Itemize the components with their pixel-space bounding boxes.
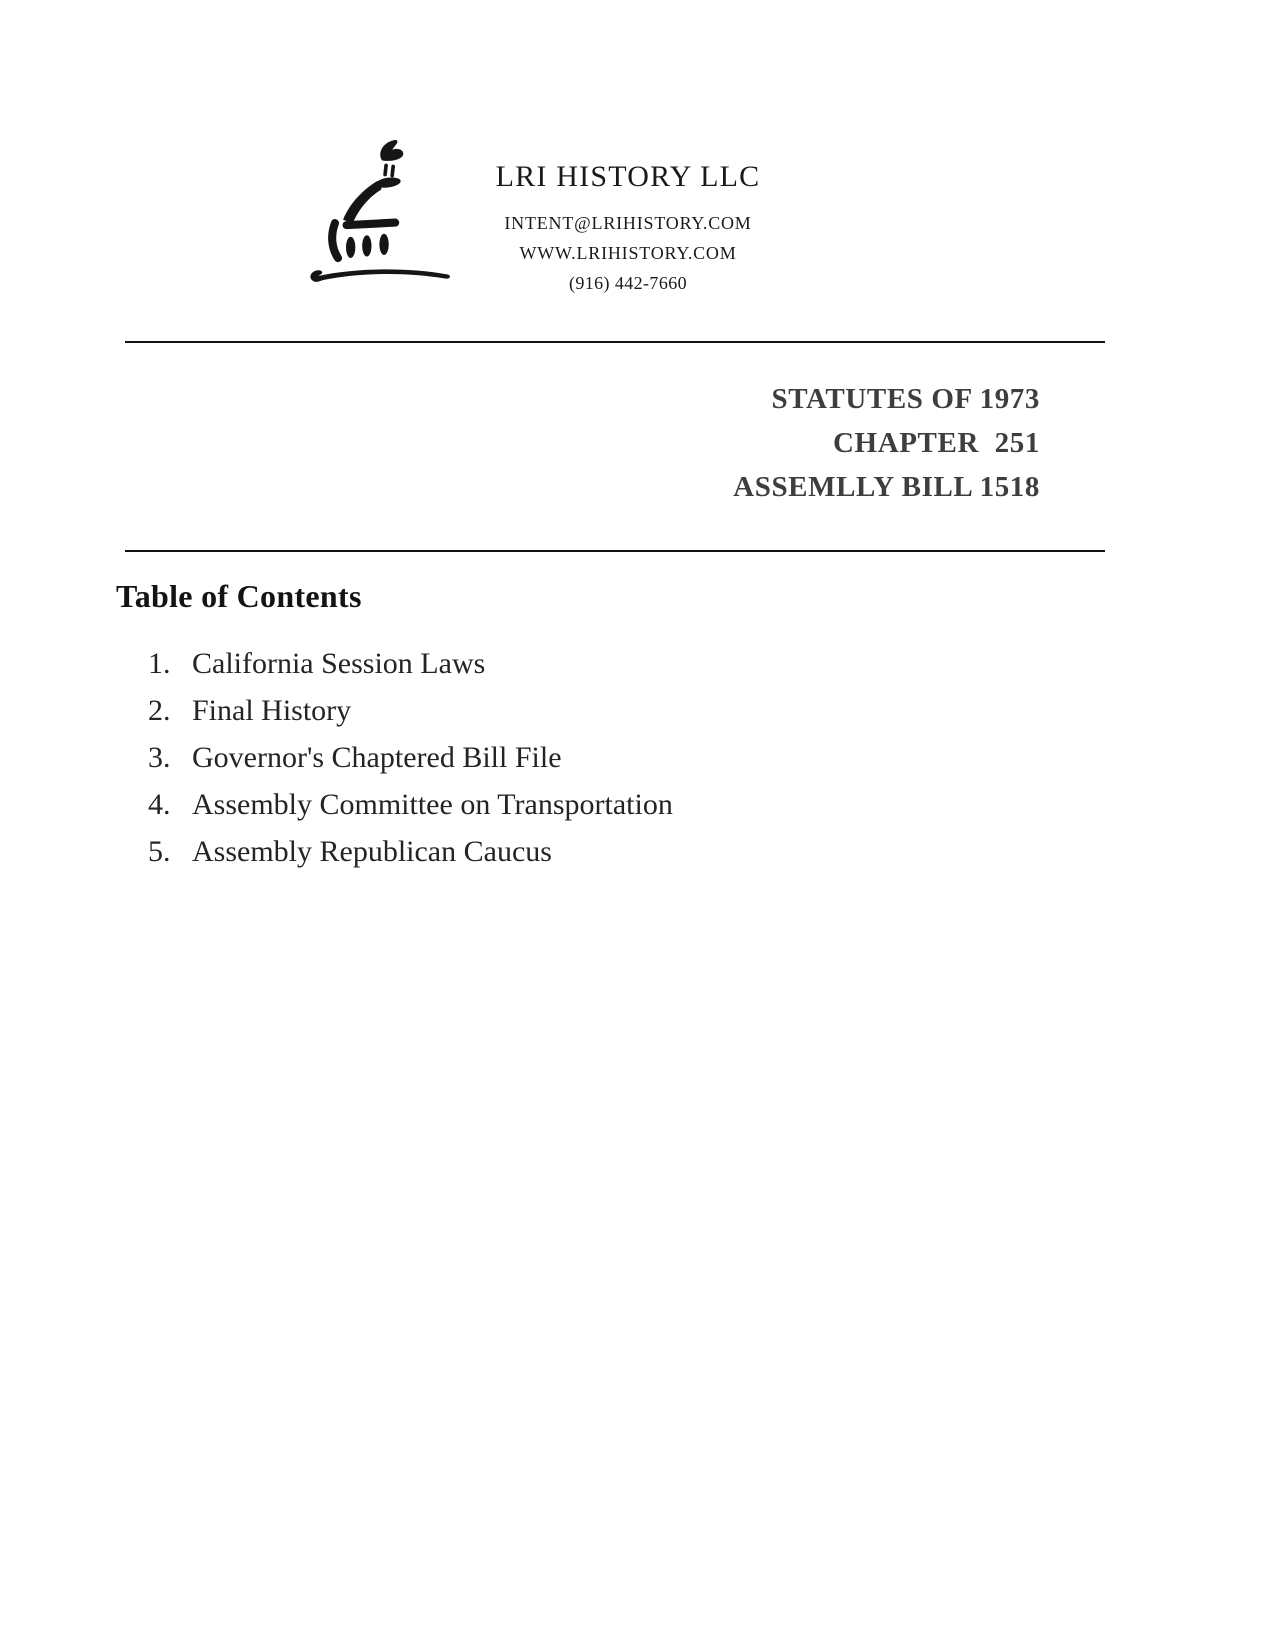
toc-item-label: Final History — [192, 694, 352, 727]
statute-title-block — [733, 377, 1040, 509]
toc-item — [148, 789, 673, 820]
toc-item — [148, 695, 673, 726]
toc-item-label: California Session Laws — [192, 647, 486, 680]
company-website: WWW.LRIHISTORY.COM — [519, 243, 737, 263]
company-name: LRI HISTORY LLC — [495, 160, 761, 193]
toc-item-number: 4. — [148, 788, 171, 821]
toc-item — [148, 836, 673, 867]
toc-item — [148, 648, 673, 679]
company-email: INTENT@LRIHISTORY.COM — [504, 213, 752, 233]
horizontal-rule-top — [125, 341, 1105, 343]
assembly-bill-line: ASSEMLLY BILL 1518 — [733, 471, 1040, 503]
chapter-line: CHAPTER 251 — [833, 427, 1040, 459]
statutes-year-line: STATUTES OF 1973 — [771, 383, 1040, 415]
toc-item — [148, 742, 673, 773]
letterhead — [428, 160, 828, 298]
horizontal-rule-middle — [125, 550, 1105, 552]
toc-item-label: Assembly Republican Caucus — [192, 835, 552, 868]
toc-list — [148, 648, 673, 883]
toc-item-number: 1. — [148, 647, 171, 680]
toc-item-label: Governor's Chaptered Bill File — [192, 741, 562, 774]
company-phone: (916) 442-7660 — [568, 273, 688, 293]
toc-item-number: 5. — [148, 835, 171, 868]
toc-item-number: 2. — [148, 694, 171, 727]
toc-heading: Table of Contents — [116, 578, 362, 614]
toc-item-number: 3. — [148, 741, 171, 774]
toc-item-label: Assembly Committee on Transportation — [192, 788, 673, 821]
